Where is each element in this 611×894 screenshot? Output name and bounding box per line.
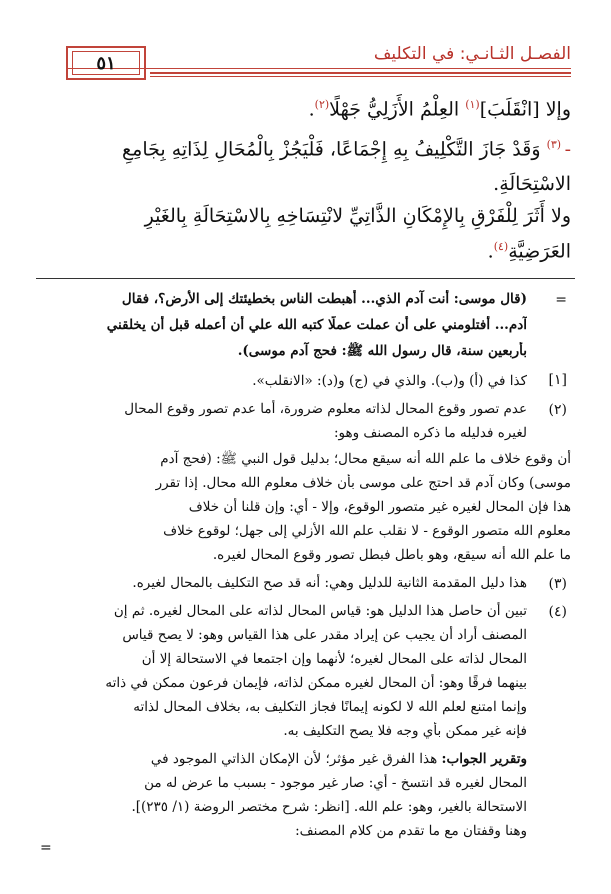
footnote-4-line: المحال لذاته على المحال لغيره؛ لأنهما وإن اجتمعا في الاستحالة إلا أن — [141, 651, 527, 667]
page-number-box — [66, 46, 146, 80]
answer-line: وتقرير الجواب: هذا الفرق غير مؤثر؛ لأن الإمكان الذاتي الموجود في — [150, 751, 527, 767]
footnote-1-text: كذا في (أ) و(ب). والذي في (ج) و(د): «الانقلب». — [252, 373, 527, 389]
footnote-4-line: فإنه غير ممكن بأي وجه فلا يصح التكليف به. — [283, 723, 527, 739]
answer-label: وتقرير الجواب: — [441, 751, 527, 767]
chapter-title: الفصـل الثـانـي: في التكليف — [373, 44, 571, 64]
footnote-number-1: [١] — [548, 372, 567, 388]
footnote-2-line: عدم تصور وقوع المحال لذاته معلوم ضرورة، أما عدم تصور وقوع المحال — [124, 401, 527, 417]
footnote-2-line: موسى) وكان آدم قد احتج على موسى بأن خلاف معلوم الله محال. إذا تقرر — [155, 475, 571, 491]
answer-line: الاستحالة بالغير، وهو: علم الله. [انظر: شرح مختصر الروضة (١/ ٢٣٥)]. — [131, 799, 527, 815]
header-rule — [150, 72, 571, 74]
footnote-cont-line: آدم... أفتلومني على أن عملت عملًا كتبه الله علي أن أعمله قبل أن يخلقني — [106, 317, 527, 333]
footnote-number-4: (٤) — [548, 604, 567, 620]
main-line-1: وإلا [انْقَلَبَ]$^{(١)}$ العِلْمُ الأَزَلِيُّ جَهْلًا$^{(٢)}$. — [308, 98, 571, 121]
footnote-2-line: ما علم الله أنه سيقع، وهو باطل فبطل تصور وقوع المحال لغيره. — [212, 547, 571, 563]
footnote-3-text: هذا دليل المقدمة الثانية للدليل وهي: أنه قد صح التكليف بالمحال لغيره. — [132, 575, 527, 591]
footnote-4-line: تبين أن حاصل هذا الدليل هو: قياس المحال لذاته على المحال لغيره. ثم إن — [113, 603, 527, 619]
footnote-number-3: (٣) — [548, 576, 567, 592]
footnote-4-line: بينهما فرقًا وهو: أن المحال لغيره ممكن لذاته، فإيمان فرعون ممكن في ذاته — [105, 675, 527, 691]
main-line-4: ولا أَثَرَ لِلْفَرْقِ بِالإِمْكَانِ الذَّاتِيِّ لانْتِسَاخِهِ بِالاسْتِحَالَةِ بِالغَيْرِ — [144, 205, 571, 227]
main-line-3: الاسْتِحَالَةِ. — [493, 173, 571, 195]
footnote-4-line: وإنما امتنع لعلم الله لا لكونه إيمانًا فجاز التكليف به، بخلاف المحال لذاته — [133, 699, 527, 715]
footnote-4-line: المصنف أراد أن يجيب عن إيراد مقدر على هذا القياس وهو: لا يصح قياس — [122, 627, 527, 643]
footnote-2-line: معلوم الله متصور الوقوع - لا نقلب علم الله الأزلي إلى جهل؛ لوقوع خلاف — [163, 523, 571, 539]
answer-line: وهنا وقفتان مع ما تقدم من كلام المصنف: — [295, 823, 527, 839]
main-line-2: - $^{(٣)}$ وَقَدْ جَازَ التَّكْلِيفُ بِهِ إِجْمَاعًا، فَلْيَجُزْ بِالْمُحَالِ لِذَاتِهِ بِجَامِعِ — [122, 138, 571, 161]
footnote-2-line: لغيره فدليله ما ذكره المصنف وهو: — [333, 425, 527, 441]
footnote-separator — [36, 278, 575, 279]
footnote-cont-line: (قال موسى: أنت آدم الذي... أهبطت الناس بخطيئتك إلى الأرض؟، فقال — [121, 291, 527, 307]
continuation-marker-end: = — [40, 840, 52, 856]
footnote-cont-line: بأربعين سنة، قال رسول الله ﷺ: فحج آدم موسى). — [237, 343, 527, 359]
footnote-2-line: أن وقوع خلاف ما علم الله أنه سيقع محال؛ بدليل قول النبي ﷺ: (فحج آدم — [160, 451, 571, 467]
footnote-2-line: هذا فإن المحال لغيره غير متصور الوقوع، وإلا - أي: وإن قلنا أن خلاف — [188, 499, 571, 515]
page-number: ٥١ — [96, 52, 116, 74]
main-line-5: العَرَضِيَّةِ$^{(٤)}$. — [487, 240, 571, 263]
footnote-number-2: (٢) — [548, 402, 567, 418]
header-rule — [150, 76, 571, 77]
answer-line: المحال لغيره قد انتسخ - أي: صار غير موجود - بسبب ما عرض له من — [144, 775, 527, 791]
continuation-marker: = — [555, 292, 567, 308]
